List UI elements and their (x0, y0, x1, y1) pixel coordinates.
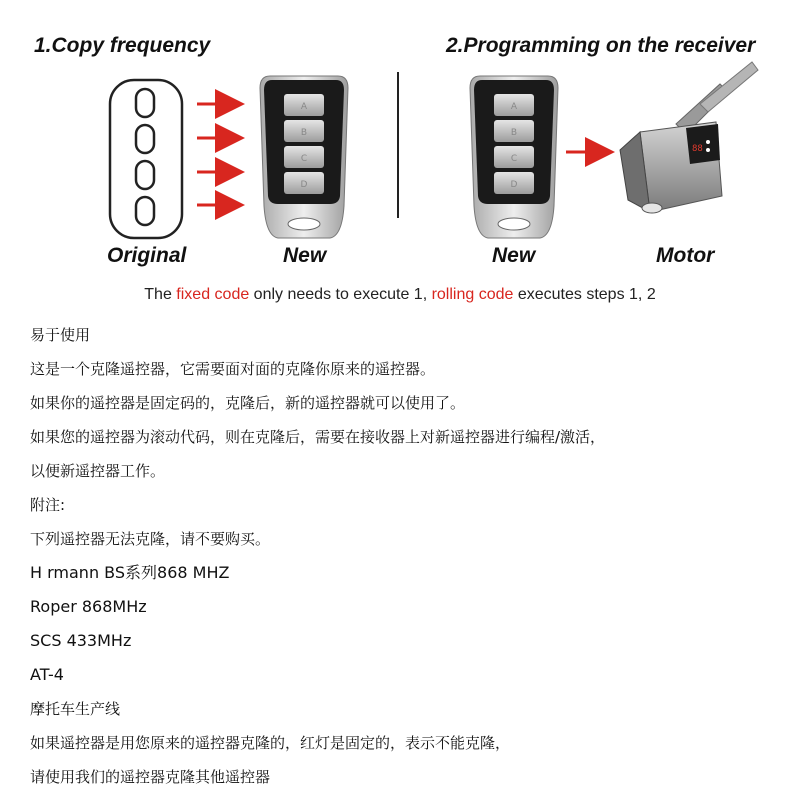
description-line: SCS 433MHz (30, 631, 132, 650)
original-button-4 (136, 197, 154, 225)
description-line: 如果您的遥控器为滚动代码，则在克隆后，需要在接收器上对新遥控器进行编程/激活， (30, 428, 606, 446)
rolling-code-label: rolling code (431, 286, 514, 303)
caption-new-1: New (283, 244, 327, 267)
caption-motor: Motor (656, 244, 715, 267)
description-line: 如果遥控器是用您原来的遥控器克隆的，红灯是固定的，表示不能克隆， (30, 734, 511, 752)
button-label-a: A (300, 102, 308, 112)
original-button-1 (136, 89, 154, 117)
description-line: H rmann BS系列868 MHZ (30, 563, 230, 582)
description-line: 易于使用 (30, 326, 91, 344)
step-divider (397, 72, 399, 218)
description-line: 请使用我们的遥控器克隆其他遥控器 (30, 768, 271, 786)
step1-title: 1.Copy frequency (34, 34, 211, 57)
code-note (0, 286, 800, 304)
original-button-2 (136, 125, 154, 153)
description-line: 以便新遥控器工作。 (30, 462, 166, 480)
description-line: 这是一个克隆遥控器，它需要面对面的克隆你原来的遥控器。 (30, 360, 436, 378)
button-label-c: C (510, 154, 518, 164)
description-line: Roper 868MHz (30, 597, 147, 616)
button-label-c: C (300, 154, 308, 164)
original-button-3 (136, 161, 154, 189)
button-label-d: D (510, 180, 518, 190)
step2-title: 2.Programming on the receiver (446, 34, 756, 57)
note-text: executes steps 1, 2 (513, 286, 656, 303)
motor-display: 88 (692, 144, 703, 154)
description-line: AT-4 (30, 665, 64, 684)
note-text: only needs to execute 1, (249, 286, 432, 303)
button-label-d: D (300, 180, 308, 190)
new-remote-1 (260, 76, 348, 238)
description-line: 附注: (30, 496, 66, 514)
description-line: 如果你的遥控器是固定码的，克隆后，新的遥控器就可以使用了。 (30, 394, 466, 412)
button-label-a: A (510, 102, 518, 112)
fixed-code-label: fixed code (176, 286, 250, 303)
original-remote-outline (110, 80, 182, 238)
description (30, 318, 790, 794)
note-text: The (144, 286, 177, 303)
description-line: 摩托车生产线 (30, 700, 121, 718)
button-label-b: B (510, 128, 518, 138)
button-label-b: B (300, 128, 308, 138)
copy-arrows (197, 104, 242, 205)
caption-original: Original (107, 244, 187, 267)
description-line: 下列遥控器无法克隆，请不要购买。 (30, 530, 271, 548)
garage-motor-image (620, 62, 758, 213)
caption-new-2: New (492, 244, 536, 267)
new-remote-2 (470, 76, 558, 238)
